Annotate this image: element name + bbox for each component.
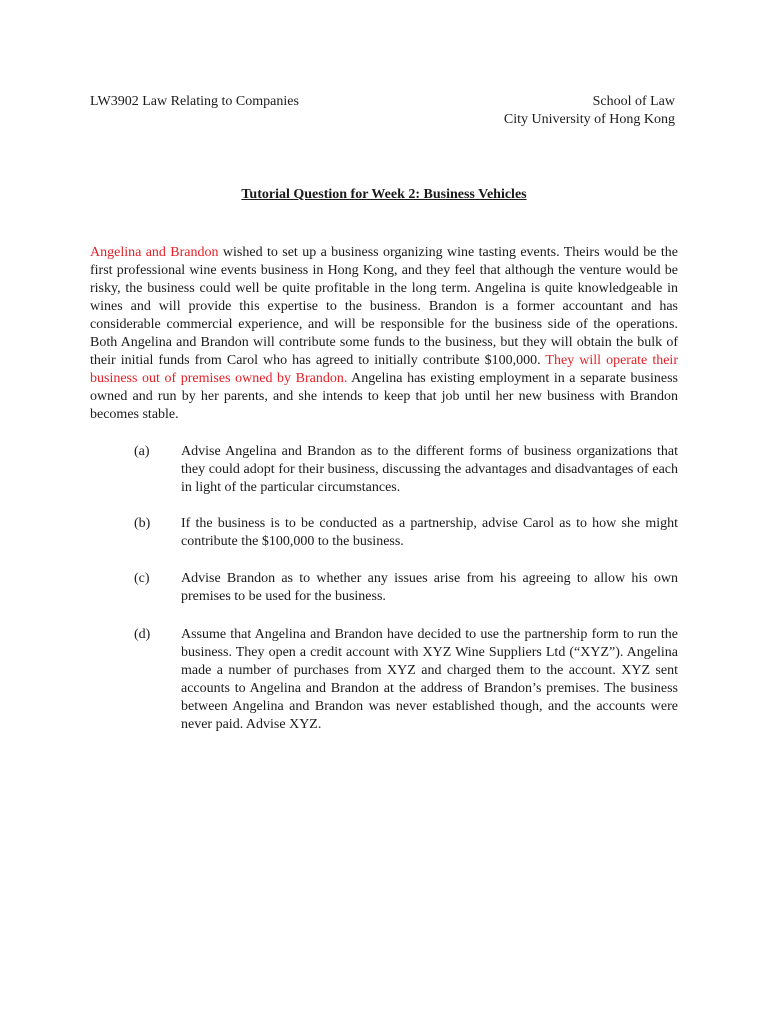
question-c (90, 570, 678, 606)
question-text: Advise Brandon as to whether any issues arise from his agreeing to allow his own premises to be used for the business. (181, 571, 678, 604)
question-a (90, 443, 678, 497)
course-code: LW3902 Law Relating to Companies (90, 94, 299, 109)
question-d (90, 626, 678, 734)
university-name: City University of Hong Kong (503, 112, 675, 127)
page-title: Tutorial Question for Week 2: Business Vehicles (241, 187, 527, 202)
question-text: Advise Angelina and Brandon as to the different forms of business organizations that they could adopt for their business, discussing the advantages and disadvantages of each in light of the particular circumstances. (181, 444, 678, 495)
intro-text-1: wished to set up a business organizing wine tasting events. Theirs would be the first professional wine events business in Hong Kong, and they feel that although the venture would be risky, the business could well be quite profitable in the long term. Angelina is quite knowledgeable in wines and will provide this expertise to the business. Brandon is a former accountant and has considerable commercial experience, and will be responsible for the business side of the operations. Both Angelina and Brandon will contribute some funds to the business, but they will obtain the bulk of their initial funds from Carol who has agreed to initially contribute $100,000. (90, 245, 678, 368)
school-name: School of Law (592, 94, 675, 109)
question-text: If the business is to be conducted as a partnership, advise Carol as to how she might contribute the $100,000 to the business. (181, 516, 678, 549)
intro-text-2: Angelina has existing employment in a separate business owned and run by her parents, and she intends to keep that job until her new business with Brandon becomes stable. (90, 371, 678, 422)
question-label: (d) (134, 627, 151, 642)
question-label: (a) (134, 444, 150, 459)
highlight-premises: They will operate their business out of premises owned by Brandon. (90, 353, 678, 386)
question-text: Assume that Angelina and Brandon have decided to use the partnership form to run the business. They open a credit account with XYZ Wine Suppliers Ltd (“XYZ”). Angelina made a number of purchases from XYZ and charged them to the account. XYZ sent accounts to Angelina and Brandon at the address of Brandon’s premises. The business between Angelina and Brandon was never established though, and the accounts were never paid. Advise XYZ. (181, 627, 678, 732)
question-b (90, 515, 678, 551)
highlight-names: Angelina and Brandon (90, 245, 219, 260)
question-label: (c) (134, 571, 150, 586)
institution-block (504, 93, 675, 129)
intro-paragraph (90, 244, 678, 424)
question-label: (b) (134, 516, 151, 531)
